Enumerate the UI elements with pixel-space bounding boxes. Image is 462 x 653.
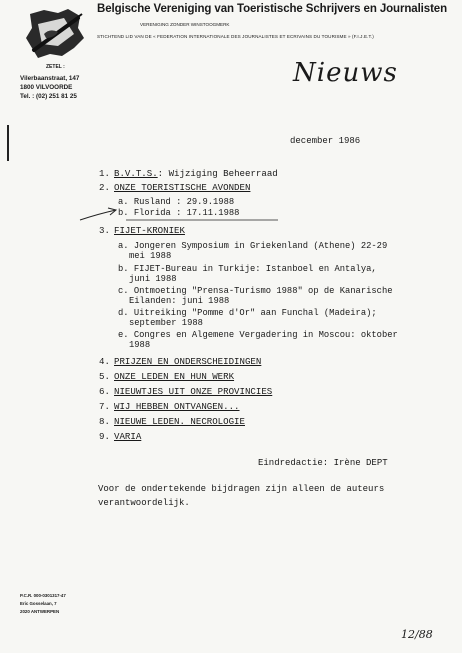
association-affiliation: STICHTEND LID VAN DE « FEDERATION INTERNATIONALE DES JOURNALISTES ET ECRIVAINS DU TOURISME » (F.I.J.E.T.)	[97, 34, 374, 39]
margin-mark	[7, 125, 9, 161]
seat-label: ZETEL :	[46, 64, 65, 70]
toc-label: ONZE TOERISTISCHE AVONDEN	[114, 182, 251, 193]
toc-number: 9.	[99, 431, 110, 442]
footer-account: P.C.R. 000-0301317-47	[20, 593, 66, 598]
editor-credit: Eindredactie: Irène DEPT	[258, 458, 388, 468]
toc-number: 3.	[99, 225, 110, 236]
toc-label: B.V.T.S.	[114, 168, 158, 179]
toc-label: VARIA	[114, 431, 142, 442]
disclaimer-line: Voor de ondertekende bijdragen zijn alleen de auteurs	[98, 484, 385, 494]
newsletter-name: Nieuws	[293, 58, 398, 88]
address-tel: Tel. : (02) 251 81 25	[20, 93, 77, 100]
address-street: Vilerbaanstraat, 147	[20, 75, 80, 82]
toc-label: NIEUWE LEDEN. NECROLOGIE	[114, 416, 245, 427]
toc-number: 2.	[99, 182, 110, 193]
toc-label: ONZE LEDEN EN HUN WERK	[114, 371, 235, 382]
toc-number: 8.	[99, 416, 110, 427]
association-logo	[24, 4, 88, 62]
toc-number: 6.	[99, 386, 110, 397]
footer-street: Eric Gosselaan, 7	[20, 601, 57, 606]
toc-number: 7.	[99, 401, 110, 412]
issue-date: december 1986	[290, 136, 361, 146]
disclaimer-line: verantwoordelijk.	[98, 498, 190, 508]
toc-label-rest: : Wijziging Beheerraad	[157, 168, 278, 179]
address-city: 1800 VILVOORDE	[20, 84, 73, 91]
toc-label: FIJET-KRONIEK	[114, 225, 185, 236]
toc-label: WIJ HEBBEN ONTVANGEN...	[114, 401, 240, 412]
handwritten-arrow	[78, 200, 284, 222]
toc-label: PRIJZEN EN ONDERSCHEIDINGEN	[114, 356, 262, 367]
toc-number: 4.	[99, 356, 110, 367]
toc-number: 5.	[99, 371, 110, 382]
footer-city: 2020 ANTWERPEN	[20, 609, 60, 614]
toc-number: 1.	[99, 168, 110, 179]
association-subtitle: VERENIGING ZONDER WINSTOOGMERK	[140, 22, 230, 27]
toc-label: NIEUWTJES UIT ONZE PROVINCIES	[114, 386, 273, 397]
page-mark: 12/88	[401, 628, 433, 641]
association-name: Belgische Vereniging van Toeristische Schrijvers en Journalisten	[97, 3, 448, 15]
